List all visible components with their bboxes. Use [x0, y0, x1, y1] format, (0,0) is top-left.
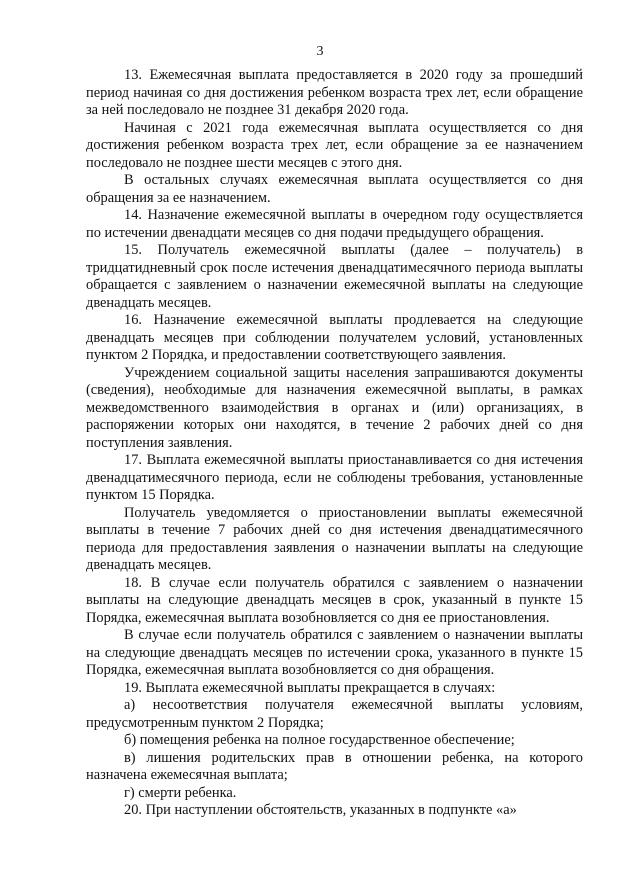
paragraph-20: 20. При наступлении обстоятельств, указанных в подпункте «а» — [124, 802, 517, 818]
paragraph-18: 18. В случае если получатель обратился с заявлением о назначении выплаты на следующие двенадцать месяцев в срок, указанный в пункте 15 Порядка, ежемесячная выплата возобновляется со дня ее приостановления. — [86, 574, 583, 626]
paragraph-19: 19. Выплата ежемесячной выплаты прекращается в случаях: — [124, 679, 496, 696]
paragraph-13-from-2021: Начиная с 2021 года ежемесячная выплата осуществляется со дня достижения ребенком возраста трех лет, если обращение за ее назначением последовало не позднее шести месяцев с этого дня. — [86, 119, 583, 171]
paragraph-13: 13. Ежемесячная выплата предоставляется в 2020 году за прошедший период начиная со дня достижения ребенком возраста трех лет, если обращение за ней последовало не позднее 31 декабря 2020 года. — [86, 67, 583, 118]
paragraph-16: 16. Назначение ежемесячной выплаты продлевается на следующие двенадцать месяцев при соблюдении получателем условий, установленных пунктом 2 Порядка, и предоставлении соответствующего заявления. — [86, 312, 583, 363]
paragraph-17-notification: Получатель уведомляется о приостановлении выплаты ежемесячной выплаты в течение 7 рабочих дней со дня истечения двенадцатимесячного периода для предоставления заявления о назначении выплаты на следующие двенадцать месяцев. — [86, 504, 583, 573]
paragraph-19-d: г) смерти ребенка. — [124, 784, 237, 801]
document-body — [86, 67, 583, 820]
paragraph-14: 14. Назначение ежемесячной выплаты в очередном году осуществляется по истечении двенадцати месяцев со дня подачи предыдущего обращения. — [86, 207, 583, 241]
paragraph-17: 17. Выплата ежемесячной выплаты приостанавливается со дня истечения двенадцатимесячного периода, если не соблюдены требования, установленные пунктом 15 Порядка. — [86, 452, 583, 503]
paragraph-19-a: а) несоответствия получателя ежемесячной выплаты условиям, предусмотренным пунктом 2 Порядка; — [86, 697, 583, 731]
paragraph-19-c: в) лишения родительских прав в отношении ребенка, на которого назначена ежемесячная выплата; — [86, 749, 583, 783]
paragraph-16-requests: Учреждением социальной защиты населения запрашиваются документы (сведения), необходимые для назначения ежемесячной выплаты, в рамках межведомственного взаимодействия в органах и (или) организациях, в распоряжении которых они находятся, в течение 2 рабочих дней со дня поступления заявления. — [86, 364, 583, 451]
paragraph-15: 15. Получатель ежемесячной выплаты (далее – получатель) в тридцатидневный срок после истечения двенадцатимесячного периода выплаты обращается с заявлением о назначении ежемесячной выплаты на следующие двенадцать месяцев. — [86, 242, 583, 311]
paragraph-13-other-cases: В остальных случаях ежемесячная выплата осуществляется со дня обращения за ее назначением. — [86, 172, 583, 206]
page-number: 3 — [316, 44, 324, 59]
paragraph-18-late: В случае если получатель обратился с заявлением о назначении выплаты на следующие двенадцать месяцев по истечении срока, указанного в пункте 15 Порядка, ежемесячная выплата возобновляется со дня обращения. — [86, 627, 583, 678]
paragraph-19-b: б) помещения ребенка на полное государственное обеспечение; — [124, 732, 515, 748]
